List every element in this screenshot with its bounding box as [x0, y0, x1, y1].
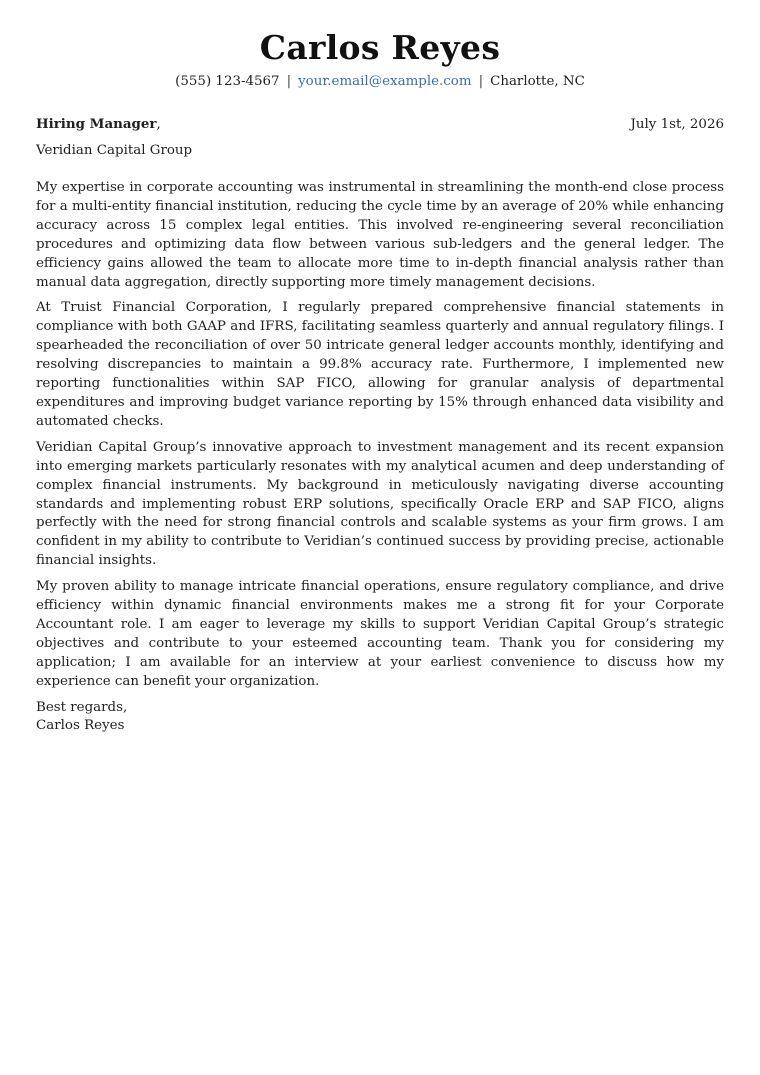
letter-date: July 1st, 2026 — [630, 117, 724, 132]
email-link[interactable]: your.email@example.com — [298, 74, 472, 89]
sign-off: Best regards, — [36, 699, 128, 715]
body-paragraph: At Truist Financial Corporation, I regularly prepared comprehensive financial statements in compliance with both GAAP and IFRS, facilitating seamless quarterly and annual regulatory filings. I spearheaded the reconciliation of over 50 intricate general ledger accounts monthly, identifying and resolving discrepancies to maintain a 99.8% accuracy rate. Furthermore, I implemented new reporting functionalities within SAP FICO, allowing for granular analysis of departmental expenditures and improving budget variance reporting by 15% through enhanced data visibility and automated checks. — [36, 300, 724, 429]
salutation-punctuation: , — [156, 117, 161, 132]
letter-body — [36, 179, 724, 692]
recipient-company: Veridian Capital Group — [36, 143, 193, 158]
recipient-name: Hiring Manager — [36, 116, 157, 132]
body-paragraph: Veridian Capital Group’s innovative approach to investment management and its recent expansion into emerging markets particularly resonates with my analytical acumen and deep understanding of complex financial instruments. My background in meticulously navigating diverse accounting standards and implementing robust ERP solutions, specifically Oracle ERP and SAP FICO, aligns perfectly with the need for strong financial controls and scalable systems as your firm grows. I am confident in my ability to contribute to Veridian’s continued success by providing precise, actionable financial insights. — [36, 439, 724, 569]
cover-letter — [36, 28, 724, 736]
salutation — [36, 115, 161, 134]
applicant-name: Carlos Reyes — [259, 28, 501, 67]
recipient-row — [36, 115, 724, 134]
location: Charlotte, NC — [490, 74, 585, 89]
body-paragraph: My expertise in corporate accounting was instrumental in streamlining the month-end close process for a multi-entity financial institution, reducing the cycle time by an average of 20% while enhancing accuracy across 15 complex legal entities. This involved re-engineering several reconciliation procedures and optimizing data flow between various sub-ledgers and the general ledger. The efficiency gains allowed the team to allocate more time to in-depth financial analysis rather than manual data aggregation, directly supporting more timely management decisions. — [36, 180, 724, 290]
contact-separator: | — [478, 74, 484, 89]
contact-line — [36, 73, 724, 91]
phone-number: (555) 123-4567 — [175, 74, 280, 89]
signature-name: Carlos Reyes — [36, 718, 125, 734]
contact-separator: | — [286, 74, 292, 89]
body-paragraph: My proven ability to manage intricate financial operations, ensure regulatory compliance, and drive efficiency within dynamic financial environments makes me a strong fit for your Corporate Accountant role. I am eager to leverage my skills to support Veridian Capital Group’s strategic objectives and contribute to your esteemed accounting team. Thank you for considering my application; I am available for an interview at your earliest convenience to discuss how my experience can benefit your organization. — [36, 579, 724, 689]
letter-closing — [36, 699, 724, 737]
